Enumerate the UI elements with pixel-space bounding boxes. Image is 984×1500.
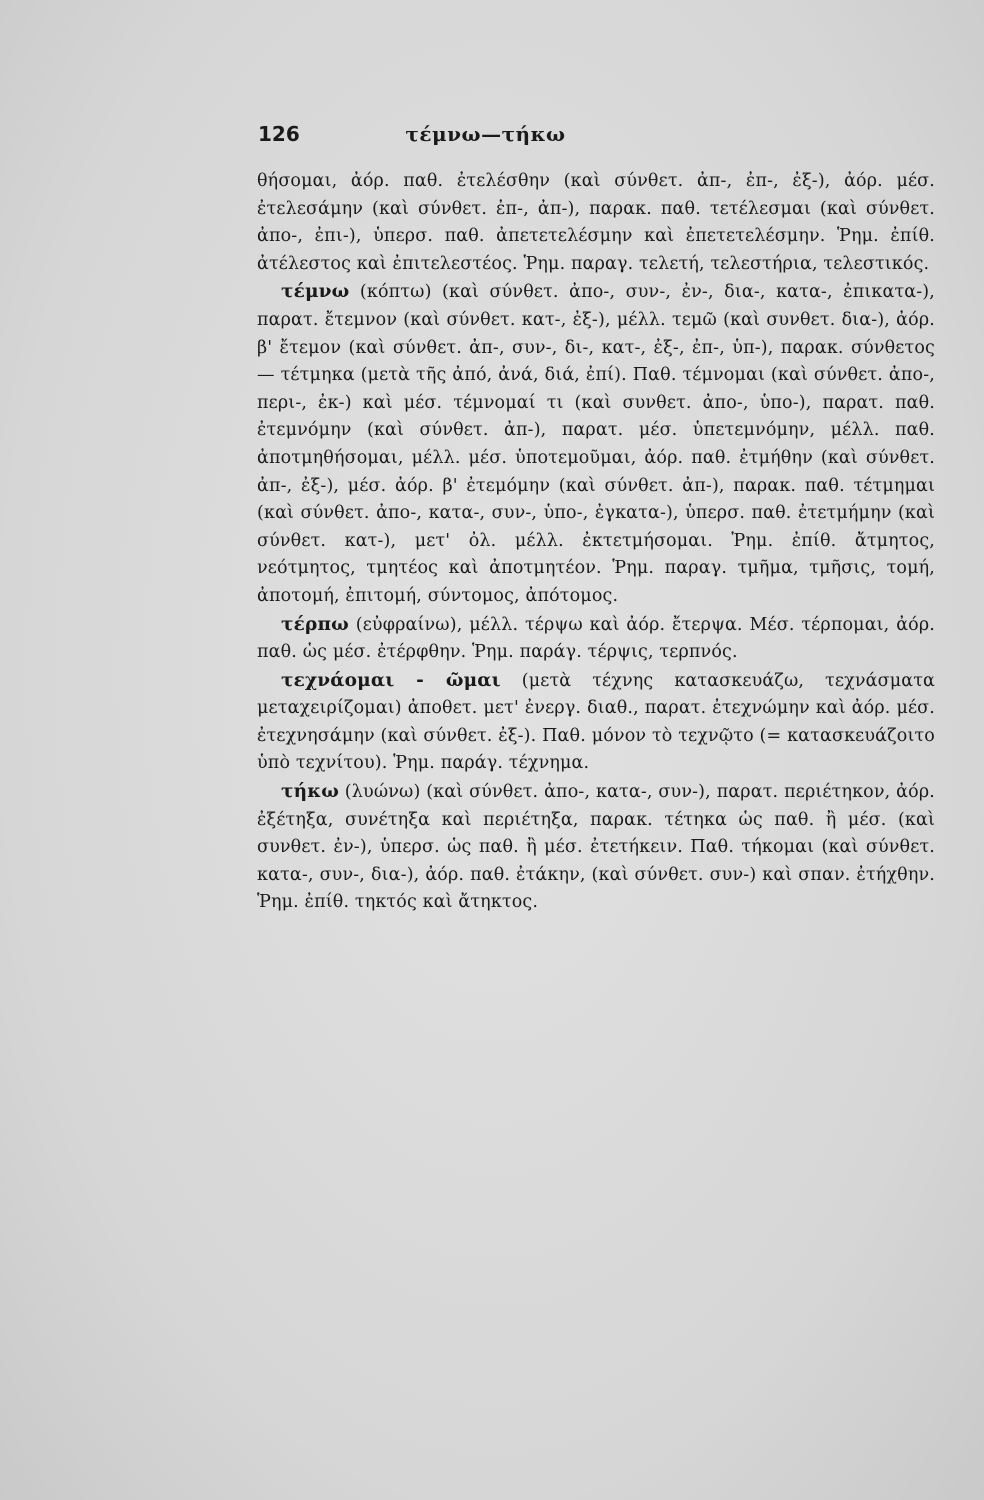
dictionary-text [257, 168, 935, 917]
entry-technaomai [257, 667, 935, 778]
entry-text: (κόπτω) (καὶ σύνθετ. ἀπο-, συν-, ἐν-, δια-, κατα-, ἐπικατα-), παρατ. ἔτεμνον (καὶ σύνθετ. κατ-, ἐξ-), μέλλ. τεμῶ (καὶ συνθετ. δια-), ἀόρ. β' ἔτεμον (καὶ σύνθετ. ἀπ-, συν-, δι-, κατ-, ἐξ-, ἐπ-, ὑπ-), παρακ. σύνθετος — τέτμηκα (μετὰ τῆς ἀπό, ἀνά, διά, ἐπί). Παθ. τέμνομαι (καὶ σύνθετ. ἀπο-, περι-, ἐκ-) καὶ μέσ. τέμνομαί τι (καὶ συνθετ. ἀπο-, ὑπο-), παρατ. παθ. ἐτεμνόμην (καὶ σύνθετ. ἀπ-), παρατ. μέσ. ὑπετεμνόμην, μέλλ. παθ. ἀποτμηθήσομαι, μέλλ. μέσ. ὑποτεμοῦμαι, ἀόρ. παθ. ἐτμήθην (καὶ σύνθετ. ἀπ-, ἐξ-), μέσ. ἀόρ. β' ἐτεμόμην (καὶ σύνθετ. ἀπ-), παρακ. παθ. τέτμημαι (καὶ σύνθετ. ἀπο-, κατα-, συν-, ὑπο-, ἐγκατα-), ὑπερσ. παθ. ἐτετμήμην (καὶ σύνθετ. κατ-), μετ' ὀλ. μέλλ. ἐκτετμήσομαι. Ῥημ. ἐπίθ. ἄτμητος, νεότμητος, τμητέος καὶ ἀποτμητέον. Ῥημ. παραγ. τμῆμα, τμῆσις, τομή, ἀποτομή, ἐπιτομή, σύντομος, ἀπότομος. [257, 282, 935, 606]
entry-text: (λυώνω) (καὶ σύνθετ. ἀπο-, κατα-, συν-), παρατ. περιέτηκον, ἀόρ. ἐξέτηξα, συνέτηξα καὶ περιέτηξα, παρακ. τέτηκα ὡς παθ. ἢ μέσ. (καὶ συνθετ. ἐν-), ὑπερσ. ὡς παθ. ἢ μέσ. ἐτετήκειν. Παθ. τήκομαι (καὶ σύνθετ. κατα-, συν-, δια-), ἀόρ. παθ. ἐτάκην, (καὶ σύνθετ. συν-) καὶ σπαν. ἐτήχθην. Ῥημ. ἐπίθ. τηκτός καὶ ἄτηκτος. [257, 782, 935, 913]
entry-headword: τεχνάομαι - ῶμαι [281, 669, 501, 691]
page-header [258, 122, 713, 156]
entry-continuation [257, 168, 935, 278]
entry-headword: τήκω [281, 781, 339, 803]
entry-headword: τέρπω [281, 613, 349, 635]
entry-text: (μετὰ τέχνης κατασκευάζω, τεχνάσματα μεταχειρίζομαι) ἀποθετ. μετ' ἐνεργ. διαθ., παρατ. ἐτεχνώμην καὶ ἀόρ. μέσ. ἐτεχνησάμην (καὶ σύνθετ. ἐξ-). Παθ. μόνον τὸ τεχνῷτο (= κατασκευάζοιτο ὑπὸ τεχνίτου). Ῥημ. παράγ. τέχνημα. [257, 670, 935, 774]
entry-teko [257, 778, 935, 917]
entry-temno [257, 278, 935, 610]
entry-headword: τέμνω [281, 281, 350, 303]
running-head: τέμνω—τήκω [405, 122, 566, 146]
entry-text: θήσομαι, ἀόρ. παθ. ἐτελέσθην (καὶ σύνθετ. ἀπ-, ἐπ-, ἐξ-), ἀόρ. μέσ. ἐτελεσάμην (καὶ σύνθετ. ἐπ-, ἀπ-), παρακ. παθ. τετέλεσμαι (καὶ σύνθετ. ἀπο-, ἐπι-), ὑπερσ. παθ. ἀπετετελέσμην καὶ ἐπετετελέσμην. Ῥημ. ἐπίθ. ἀτέλεστος καὶ ἐπιτελεστέος. Ῥημ. παραγ. τελετή, τελεστήρια, τελεστικός. [257, 171, 935, 274]
entry-text: (εὐφραίνω), μέλλ. τέρψω καὶ ἀόρ. ἔτερψα. Μέσ. τέρπομαι, ἀόρ. παθ. ὡς μέσ. ἐτέρφθην. Ῥημ. παράγ. τέρψις, τερπνός. [257, 614, 935, 663]
entry-terpo [257, 611, 935, 667]
page-number: 126 [258, 122, 300, 146]
